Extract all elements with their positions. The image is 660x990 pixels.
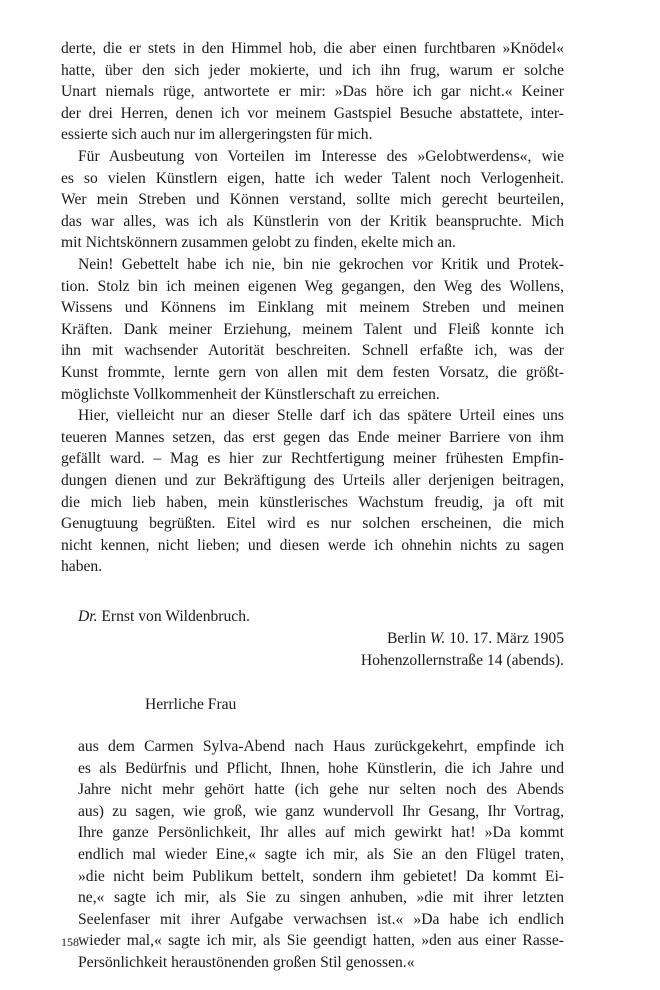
author-name: Ernst von Wildenbruch.: [101, 608, 250, 625]
letter-line: Persönlichkeit heraustönenden großen Stil genossen.«: [78, 954, 415, 971]
body-line: nicht kennen, nicht lieben; und diesen werde ich ohnehin nichts zu sagen: [61, 536, 564, 554]
body-line: Kunst frommte, lernte gern von allen mit dem festen Vorsatz, die größt-: [61, 364, 564, 381]
body-line: Unart niemals rüge, antwortete er mir: »Das höre ich gar nicht.« Keiner: [61, 83, 564, 101]
letter-line: es als Bedürfnis und Pflicht, Ihnen, hohe Künstlerin, die ich Jahre und: [78, 759, 564, 777]
letter-line: Ihre ganze Persönlichkeit, Ihr alles auf mich gewirkt hat! »Da kommt: [78, 824, 564, 842]
letter-place: Berlin: [386, 630, 426, 647]
body-line: Wer mein Streben und Können verstand, sollte mich gerecht beurteilen,: [61, 191, 564, 209]
letter-address: Hohenzollernstraße 14 (abends).: [360, 652, 564, 669]
body-line: gefällt ward. – Mag es hier zur Rechtfertigung meiner frühesten Empfin-: [61, 450, 564, 468]
body-line: Genugtuung begrüßten. Eitel wird es nur solchen erscheinen, die mich: [61, 515, 564, 533]
letter-line: »die nicht beim Publikum bettelt, sondern ihm gebietet! Da kommt Ei-: [78, 867, 564, 885]
body-line: es so vielen Künstlern eigen, hatte ich weder Talent noch Verlogenheit.: [61, 169, 564, 187]
body-line: haben.: [61, 558, 103, 576]
body-line: Nein! Gebettelt habe ich nie, bin nie gekrochen vor Kritik und Protek-: [78, 256, 564, 273]
body-line: ihn mit wachsender Autorität beschreiten. Schnell erfaßte ich, was der: [61, 342, 564, 360]
body-line: derte, die er stets in den Himmel hob, die aber einen furchtbaren »Knödel«: [61, 40, 564, 57]
letter-author: [78, 606, 250, 628]
letter-line: Jahre nicht mehr gehört hatte (ich gehe nur selten noch des Abends: [78, 781, 564, 799]
body-line: Kräften. Dank meiner Erziehung, meinem Talent und Fleiß konnte ich: [61, 320, 564, 338]
letter-salutation: Herrliche Frau: [145, 696, 237, 713]
body-line: essierte sich auch nur im allergeringsten für mich.: [61, 126, 373, 144]
letter-line: endlich mal wieder Eine,« sagte ich mir, als Sie an den Flügel traten,: [78, 846, 564, 863]
body-line: tion. Stolz bin ich meinen eigenen Weg gegangen, den Weg des Wollens,: [61, 277, 564, 295]
body-line: möglichste Vollkommenheit der Künstlerschaft zu erreichen.: [61, 385, 440, 403]
letter-line: ne,« sagte ich mir, als Sie zu singen anhuben, »die mit ihrer letzten: [78, 889, 564, 907]
body-line: der drei Herren, denen ich vor meinem Gastspiel Besuche abstattete, inter-: [61, 104, 564, 122]
body-line: Hier, vielleicht nur an dieser Stelle darf ich das spätere Urteil eines uns: [78, 407, 564, 425]
letter-line: wieder mal,« sagte ich mir, als Sie geendigt hatten, »den aus einer Rasse-: [78, 932, 564, 950]
author-title: Dr.: [78, 608, 98, 625]
body-line: Für Ausbeutung von Vorteilen im Interesse des »Gelobtwerdens«, wie: [78, 148, 564, 165]
body-line: das war alles, was ich als Künstlerin von der Kritik beanspruchte. Mich: [61, 212, 564, 230]
body-line: dungen dienen und zur Bekräftigung des Urteils aller derjenigen beitragen,: [61, 472, 564, 489]
body-line: hatte, über den sich jeder mokierte, und ich ihn frug, warum er solche: [61, 61, 564, 79]
letter-line: Seelenfaser mit ihrer Aufgabe verwachsen ist.« »Da habe ich endlich: [78, 910, 564, 928]
body-line: Wissens und Könnens im Einklang mit meinem Streben und meinen: [61, 299, 564, 317]
letter-district: W.: [429, 630, 446, 647]
letter-date: 10. 17. März 1905: [449, 630, 564, 647]
body-line: die mich lieb haben, mein künstlerisches Wachstum freudig, ja oft mit: [61, 493, 564, 511]
letter-line: aus dem Carmen Sylva-Abend nach Haus zurückgekehrt, empfinde ich: [78, 738, 564, 755]
body-line: mit Nichtskönnern zusammen gelobt zu finden, ekelte mich an.: [61, 234, 456, 252]
page-number: 158: [61, 935, 79, 949]
body-line: teueren Mannes setzen, das erst gegen das Ende meiner Barriere von ihm: [61, 428, 564, 446]
letter-line: aus) zu sagen, wie groß, wie ganz wundervoll Ihr Gesang, Ihr Vortrag,: [78, 802, 564, 820]
letter-dateline: [387, 628, 564, 650]
